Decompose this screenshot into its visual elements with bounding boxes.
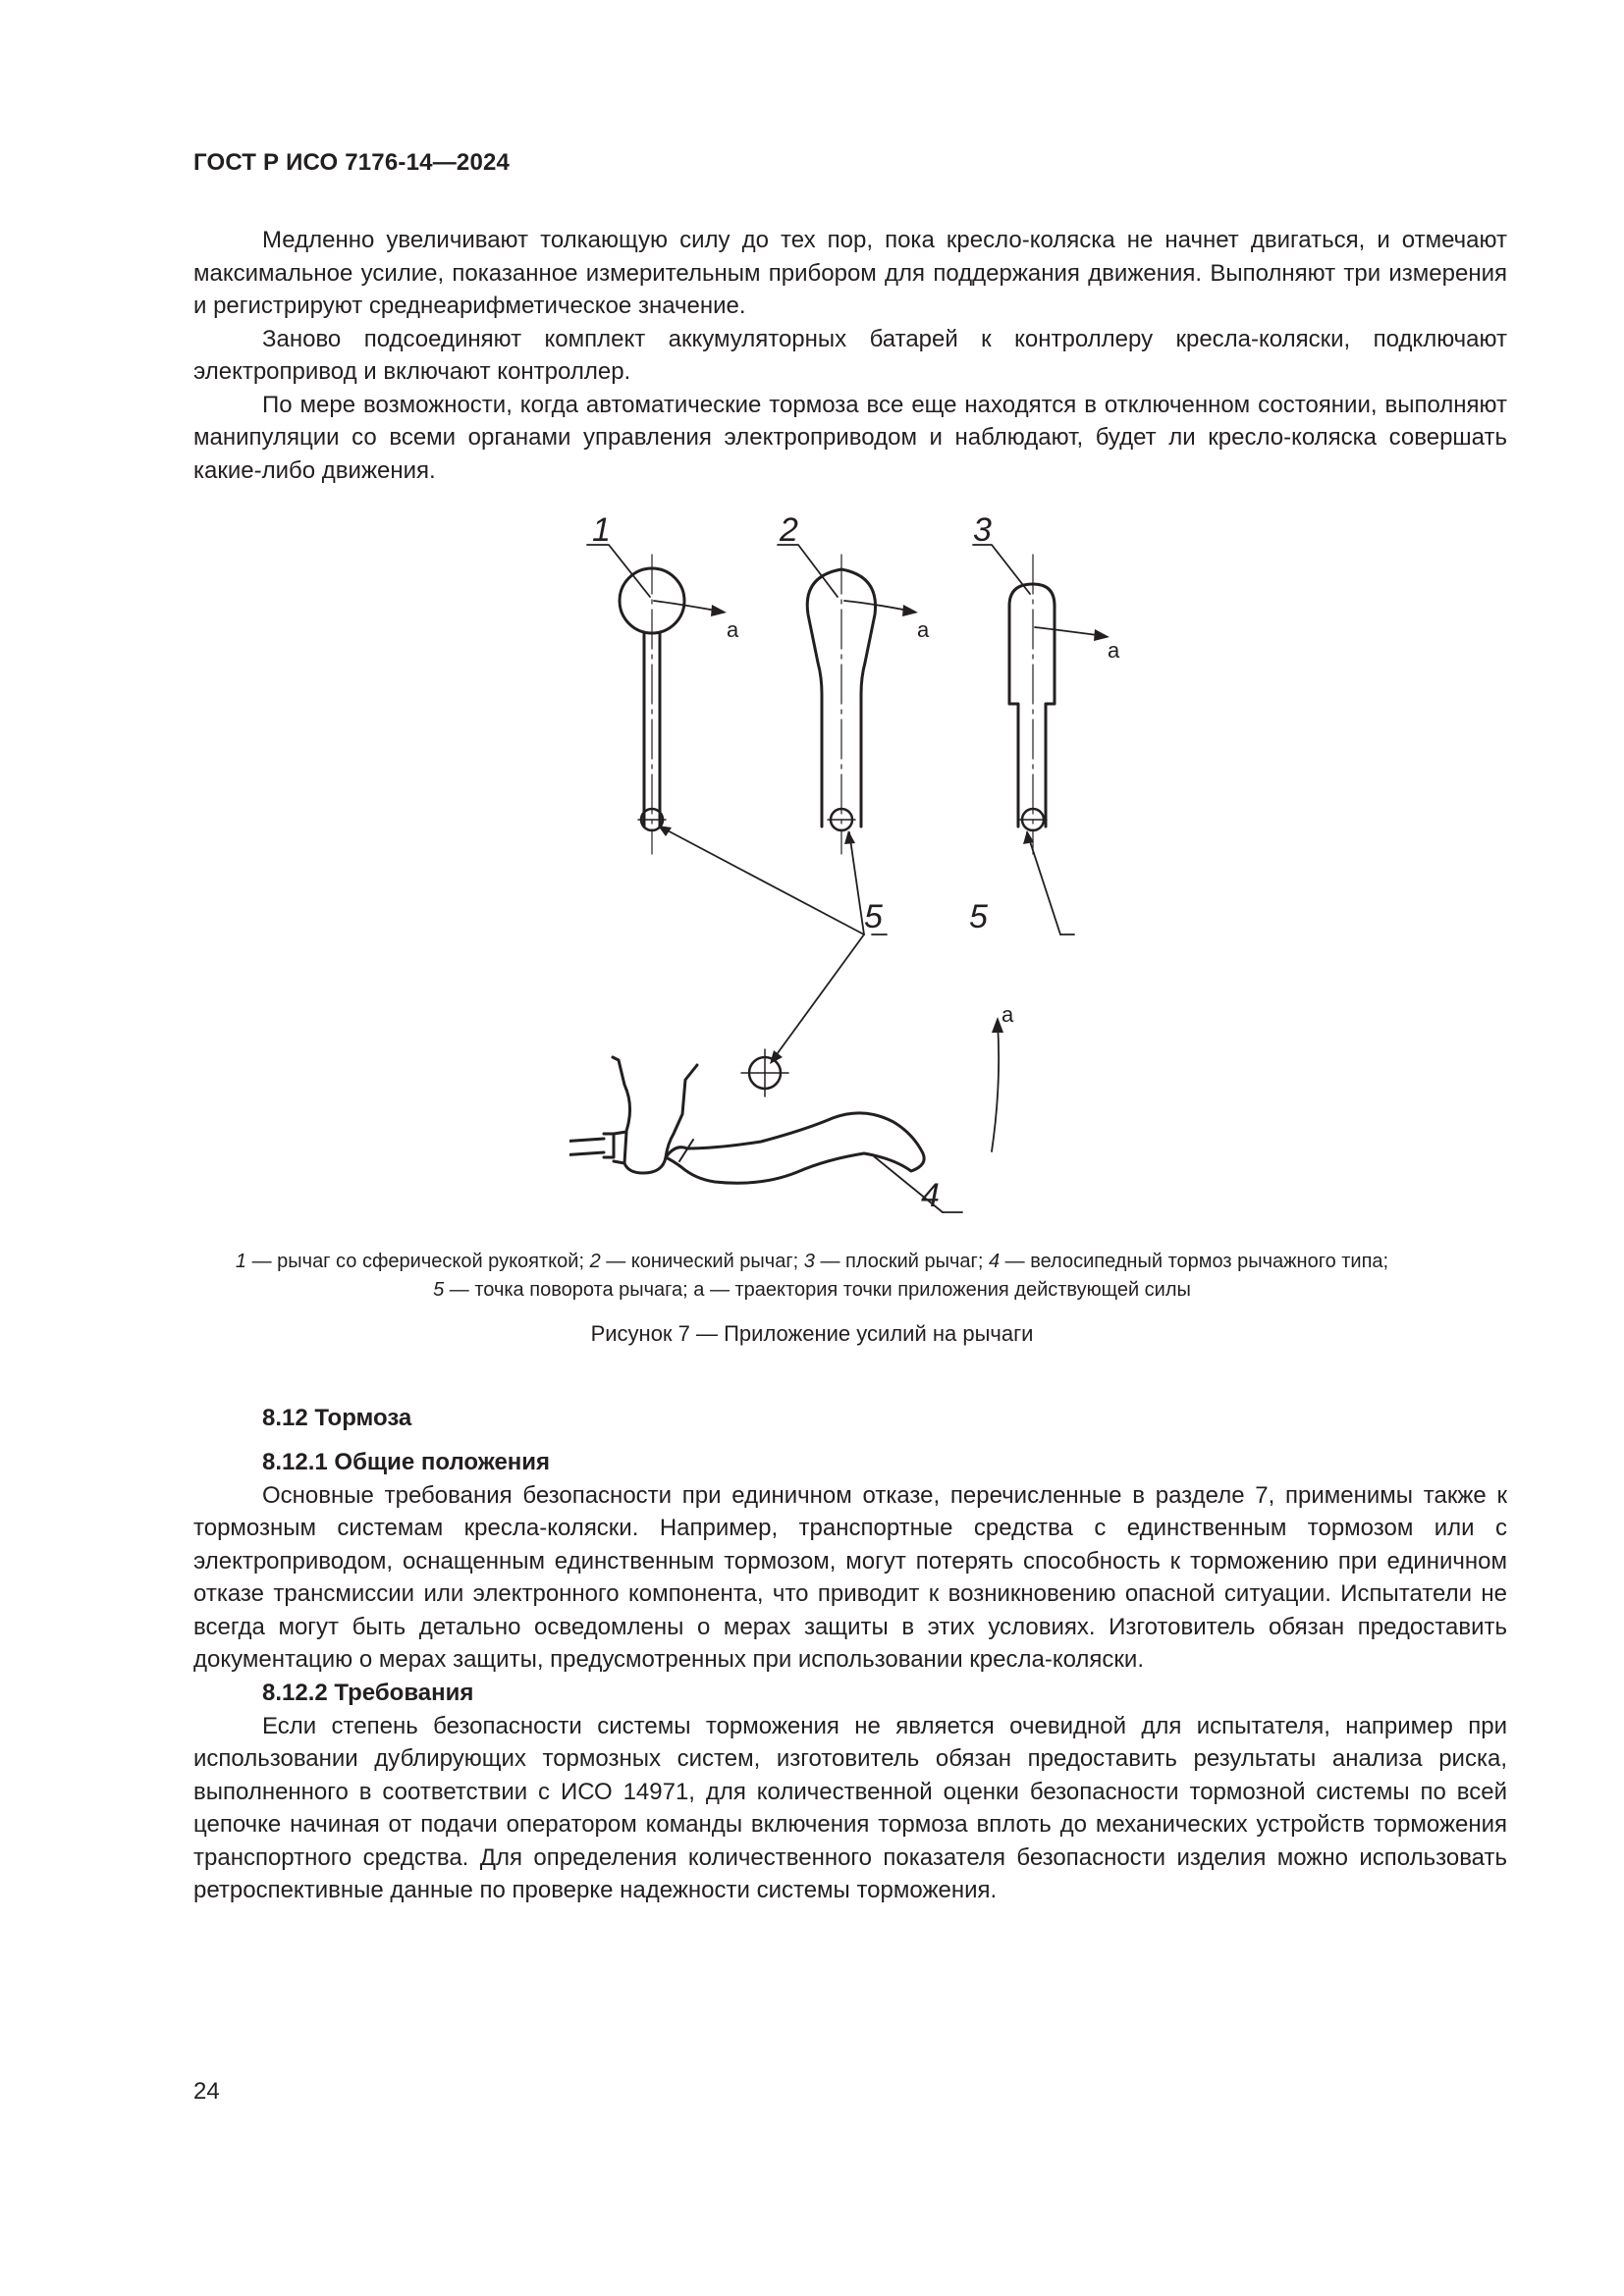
label-lever-2: 2 — [780, 511, 798, 549]
legend-text: — плоский рычаг; — [814, 1251, 989, 1272]
label-lever-1: 1 — [592, 511, 611, 549]
lever-bicycle-brake — [569, 1049, 924, 1183]
label-pivot-5: 5 — [864, 898, 883, 935]
leader-lines — [587, 545, 1030, 1232]
intro-text — [193, 224, 1507, 487]
figure-caption: Рисунок 7 — Приложение усилий на рычаги — [590, 1321, 1034, 1346]
paragraph: Основные требования безопасности при единичном отказе, перечисленные в разделе 7, применимы также к тормозным системам кресла-коляски. Например, транспортные средства с единственным тормозом или с электроприводом, оснащенным единственным тормозом, могут потерять способность к торможению при единичном отказе трансмиссии или электронного компонента, что приводит к возникновению опасной ситуации. Испытатели не всегда могут быть детально осведомлены о мерах защиты в этих условиях. Изготовитель обязан предоставить документацию о мерах защиты, предусмотренных при использовании кресла-коляски. — [193, 1481, 1507, 1673]
document-header: ГОСТ Р ИСО 7176-14—2024 — [193, 149, 511, 176]
legend-text: — точка поворота рычага; а — траектория точки приложения действующей силы — [444, 1279, 1191, 1301]
lever-flat — [1009, 555, 1055, 854]
paragraph: Медленно увеличивают толкающую силу до тех пор, пока кресло-коляска не начнет двигаться, и отмечают максимальное усилие, показанное измерительным прибором для поддержания движения. Выполняют три измерения и регистрируют среднеарифметическое значение. — [193, 227, 1507, 319]
lever-spherical — [620, 555, 684, 854]
paragraph: Если степень безопасности системы торможения не является очевидной для испытателя, например при использовании дублирующих тормозных систем, изготовитель обязан предоставить результаты анализа риска, выполненного в соответствии с ИСО 14971, для количественной оценки безопасности тормозной системы по всей цепочке начиная от подачи оператором команды включения тормоза вплоть до механических устройств торможения транспортного средства. Для определения количественного показателя безопасности изделия можно использовать ретроспективные данные по проверке надежности системы торможения. — [193, 1712, 1507, 1903]
section-8-12 — [193, 1402, 1507, 1907]
label-lever-4: 4 — [921, 1177, 940, 1214]
legend-num: 5 — [433, 1279, 445, 1301]
subsection-heading: 8.12.2 Требования — [262, 1679, 474, 1706]
legend-num: 2 — [589, 1251, 601, 1272]
legend-text: — рычаг со сферической рукояткой; — [246, 1251, 590, 1272]
page-number: 24 — [193, 2078, 220, 2105]
legend-line — [147, 1276, 1477, 1305]
arrowheads — [711, 605, 1110, 1033]
legend-num: 4 — [988, 1251, 1001, 1272]
paragraph: По мере возможности, когда автоматические тормоза все еще находятся в отключенном состоянии, выполняют манипуляции со всеми органами управления электроприводом и наблюдают, будет ли кресло-коляска совершать какие-либо движения. — [193, 391, 1507, 484]
legend-line — [147, 1248, 1477, 1276]
legend-num: 1 — [235, 1251, 247, 1272]
section-heading: 8.12 Тормоза — [262, 1405, 412, 1431]
force-trajectories — [654, 601, 1105, 1151]
lever-conical — [807, 555, 875, 854]
paragraph: Заново подсоединяют комплект аккумуляторных батарей к контроллеру кресла-коляски, подключают электропривод и включают контроллер. — [193, 325, 1507, 385]
legend-text: — велосипедный тормоз рычажного типа; — [1000, 1251, 1389, 1272]
legend-text: — конический рычаг; — [600, 1251, 804, 1272]
legend-num: 3 — [803, 1251, 815, 1272]
figure-legend — [147, 1248, 1477, 1305]
label-trajectory-a: a — [1108, 638, 1120, 663]
lever-drawing — [569, 506, 1218, 1232]
pivot-leader-arrowheads — [658, 826, 1034, 1064]
label-pivot-5: 5 — [969, 898, 988, 935]
figure-7-lever-diagram — [569, 506, 1218, 1232]
label-lever-3: 3 — [973, 511, 992, 549]
label-trajectory-a: a — [1001, 1002, 1014, 1027]
subsection-heading: 8.12.1 Общие положения — [262, 1448, 551, 1475]
label-trajectory-a: a — [917, 617, 930, 642]
label-trajectory-a: a — [727, 617, 739, 642]
